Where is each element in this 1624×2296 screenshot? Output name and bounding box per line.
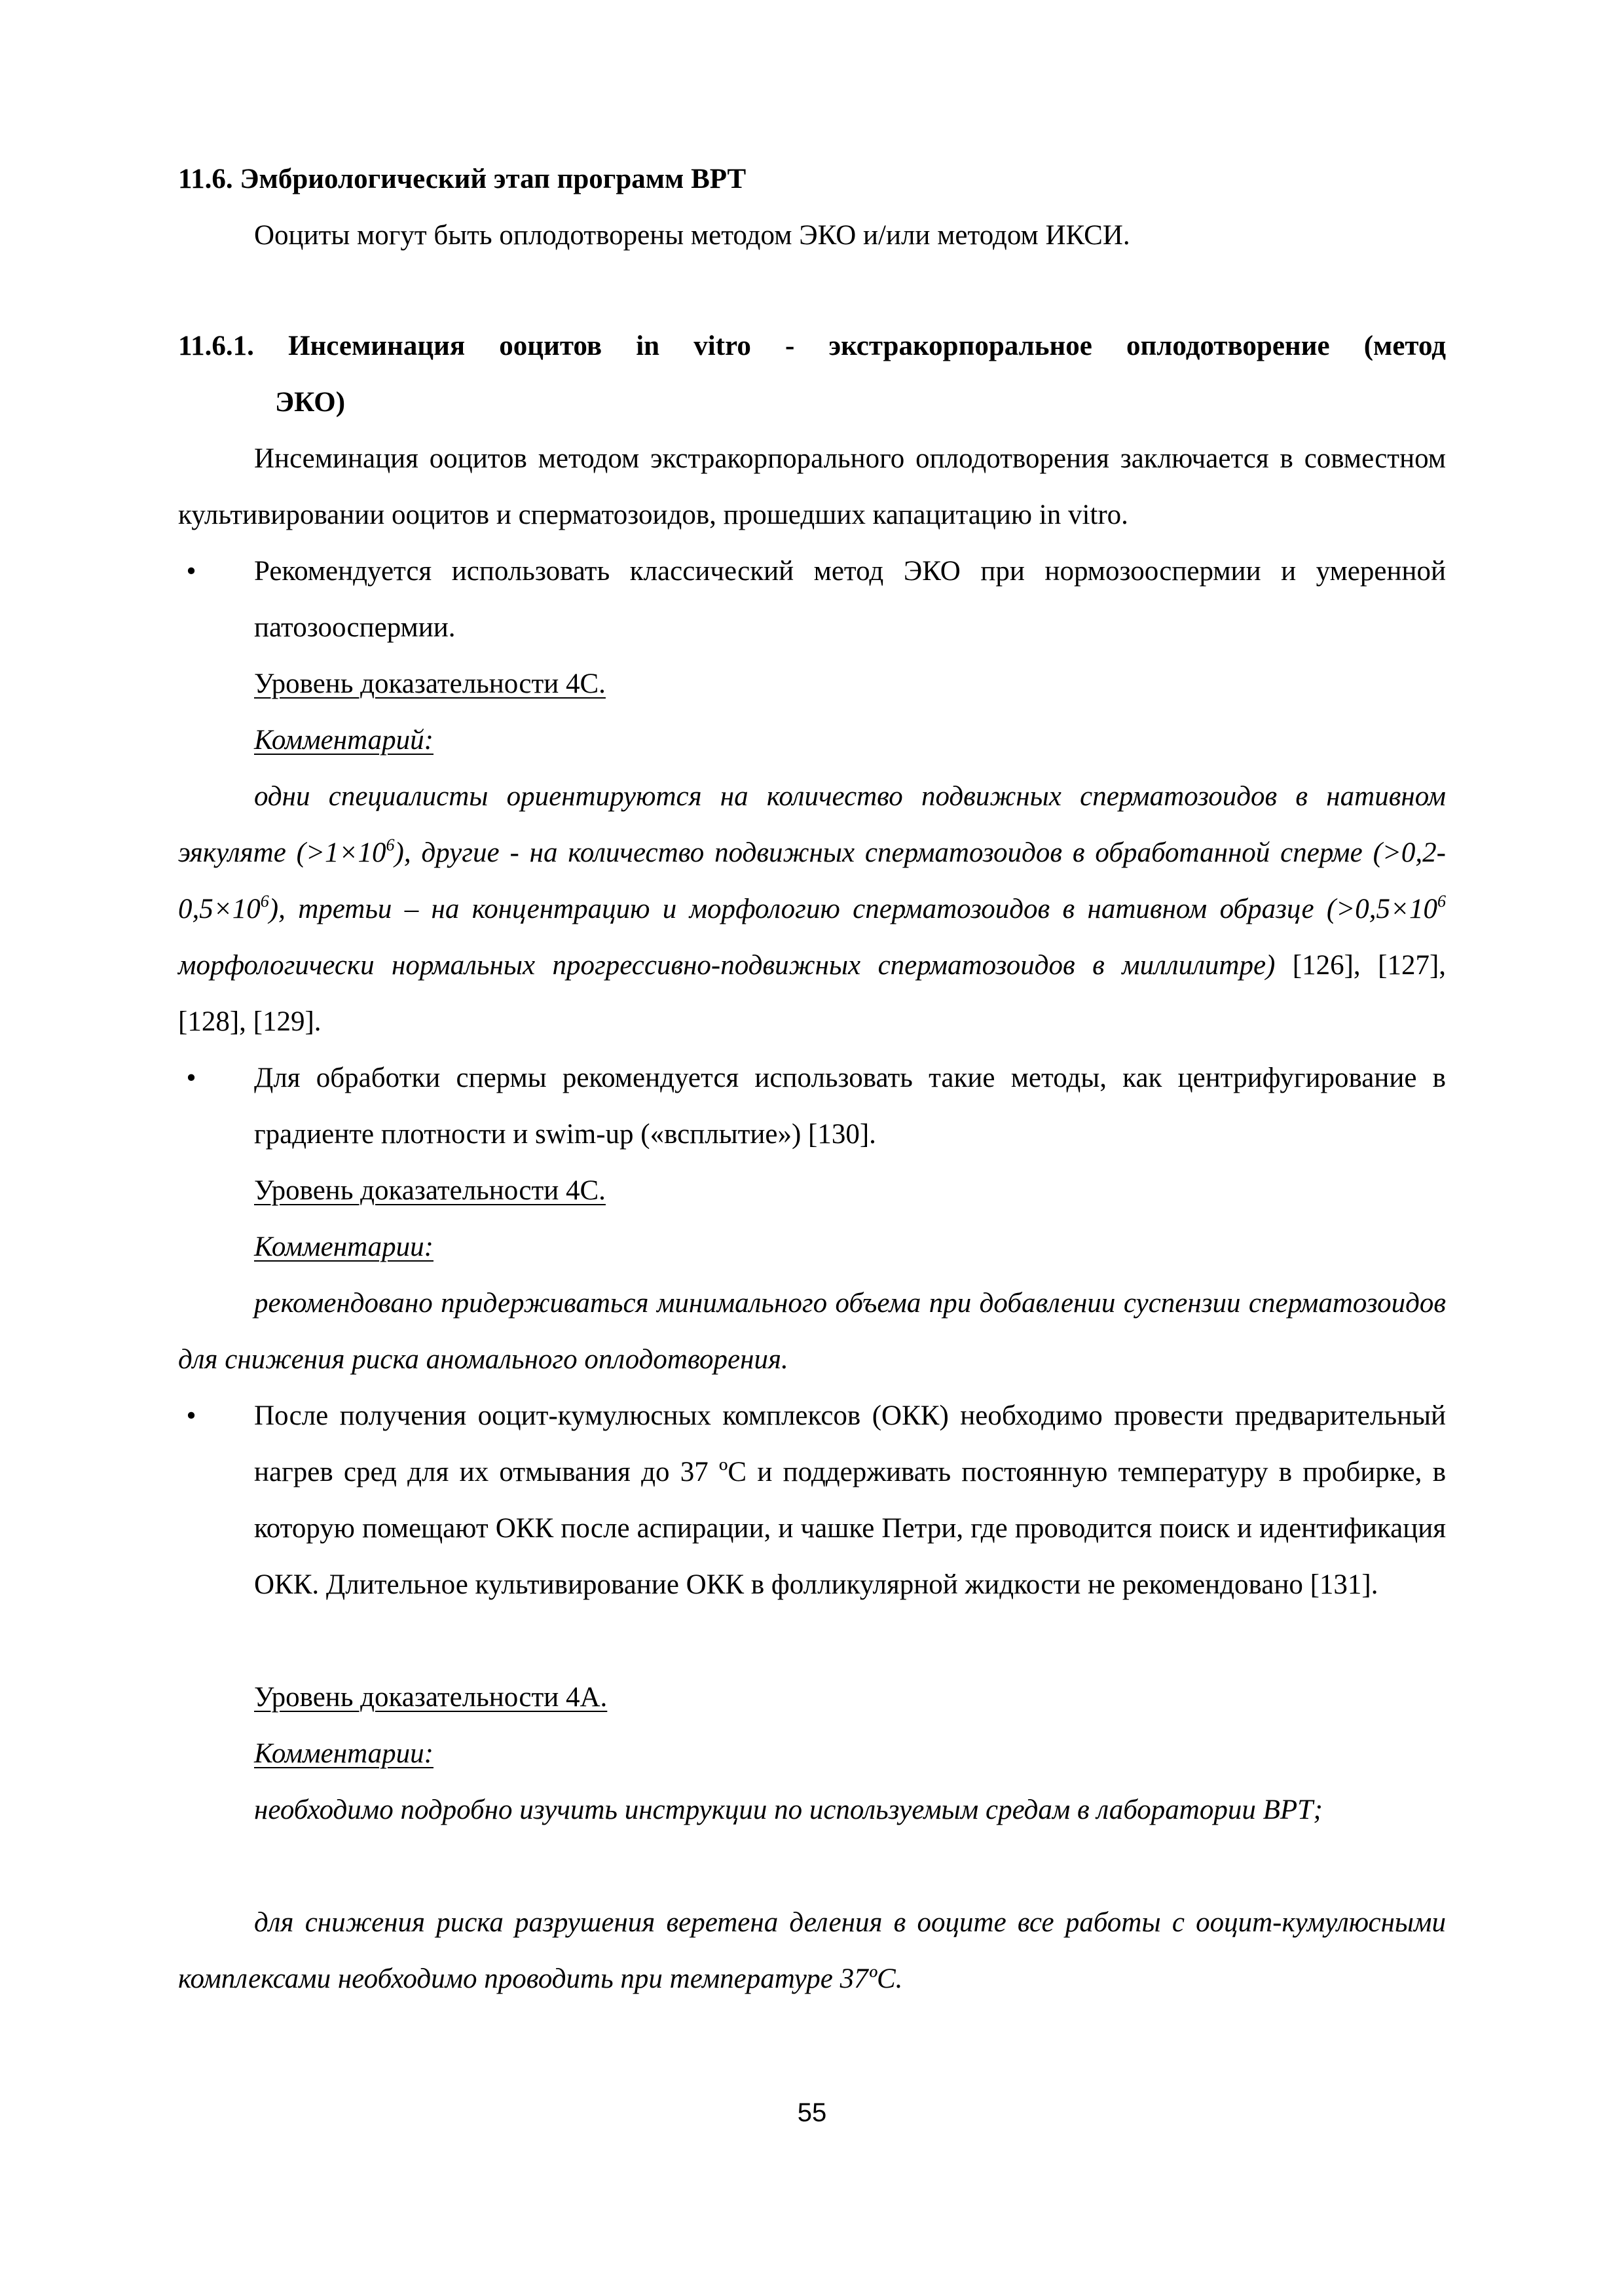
subsection-number: 11.6.1. bbox=[178, 331, 254, 361]
comment-label-3: Комментарии: bbox=[254, 1738, 434, 1769]
section-heading-11-6 bbox=[178, 151, 1446, 208]
comment-3a: необходимо подробно изучить инструкции по используемым средам в лаборатории ВРТ; bbox=[254, 1795, 1323, 1825]
recommendation-3: После получения ооцит-кумулюсных комплексов (ОКК) необходимо провести предварительный нагрев сред для их отмывания до 37 ºС и поддерживать постоянную температуру в пробирке, в которую помещают ОКК после аспирации, и чашке Петри, где проводится поиск и идентификация ОКК. Длительное культивирование ОКК в фолликулярной жидкости не рекомендовано [131]. bbox=[254, 1400, 1446, 1600]
subsection-title-line-2: ЭКО) bbox=[275, 387, 346, 418]
citation-refs: [126], [127], [128], [129]. bbox=[178, 950, 1447, 1037]
section-title: Эмбриологический этап программ ВРТ bbox=[240, 164, 747, 194]
section-number: 11.6. bbox=[178, 164, 233, 194]
comment-2: рекомендовано придерживаться минимального объема при добавлении суспензии сперматозоидов для снижения риска аномального оплодотворения. bbox=[178, 1288, 1446, 1375]
subsection-title-line-1: Инсеминация ооцитов in vitro - экстракорпоральное оплодотворение (метод bbox=[288, 331, 1446, 361]
comment-1: одни специалисты ориентируются на количество подвижных сперматозоидов в нативном эякуляте $(>1\times 10^6)$, другие - на количество подвижных сперматозоидов в обработанной сперме $(>0,2-0,5\times 10^6)$, третьи – на концентрацию и морфологию сперматозоидов в нативном образце ($>0,5\times 10^6$ морфологически нормальных прогрессивно-подвижных сперматозоидов в миллилитре) [126], [127], [128], [129]. bbox=[178, 781, 1447, 1037]
evidence-level-2: Уровень доказательности 4С. bbox=[254, 1175, 606, 1206]
bullet-marker: • bbox=[186, 556, 196, 587]
section-heading-11-6-1 bbox=[178, 318, 1446, 374]
comment-label-2: Комментарии: bbox=[254, 1231, 434, 1262]
page-number: 55 bbox=[797, 2098, 827, 2127]
recommendation-2: Для обработки спермы рекомендуется использовать такие методы, как центрифугирование в градиенте плотности и swim-up («всплытие») [130]. bbox=[254, 1063, 1446, 1150]
intro-paragraph: Ооциты могут быть оплодотворены методом ЭКО и/или методом ИКСИ. bbox=[254, 220, 1130, 251]
comment-label-1: Комментарий: bbox=[254, 725, 434, 756]
paragraph-insemination: Инсеминация ооцитов методом экстракорпорального оплодотворения заключается в совместном культивировании ооцитов и сперматозоидов, прошедших капацитацию in vitro. bbox=[178, 443, 1446, 530]
bullet-marker: • bbox=[186, 1400, 196, 1431]
evidence-level-1: Уровень доказательности 4С. bbox=[254, 668, 606, 699]
recommendation-1: Рекомендуется использовать классический метод ЭКО при нормозооспермии и умеренной патозооспермии. bbox=[254, 556, 1446, 643]
evidence-level-3: Уровень доказательности 4А. bbox=[254, 1682, 608, 1713]
comment-3b: для снижения риска разрушения веретена деления в ооците все работы с ооцит-кумулюсными комплексами необходимо проводить при температуре 37ºС. bbox=[178, 1907, 1446, 1994]
bullet-marker: • bbox=[186, 1063, 196, 1093]
